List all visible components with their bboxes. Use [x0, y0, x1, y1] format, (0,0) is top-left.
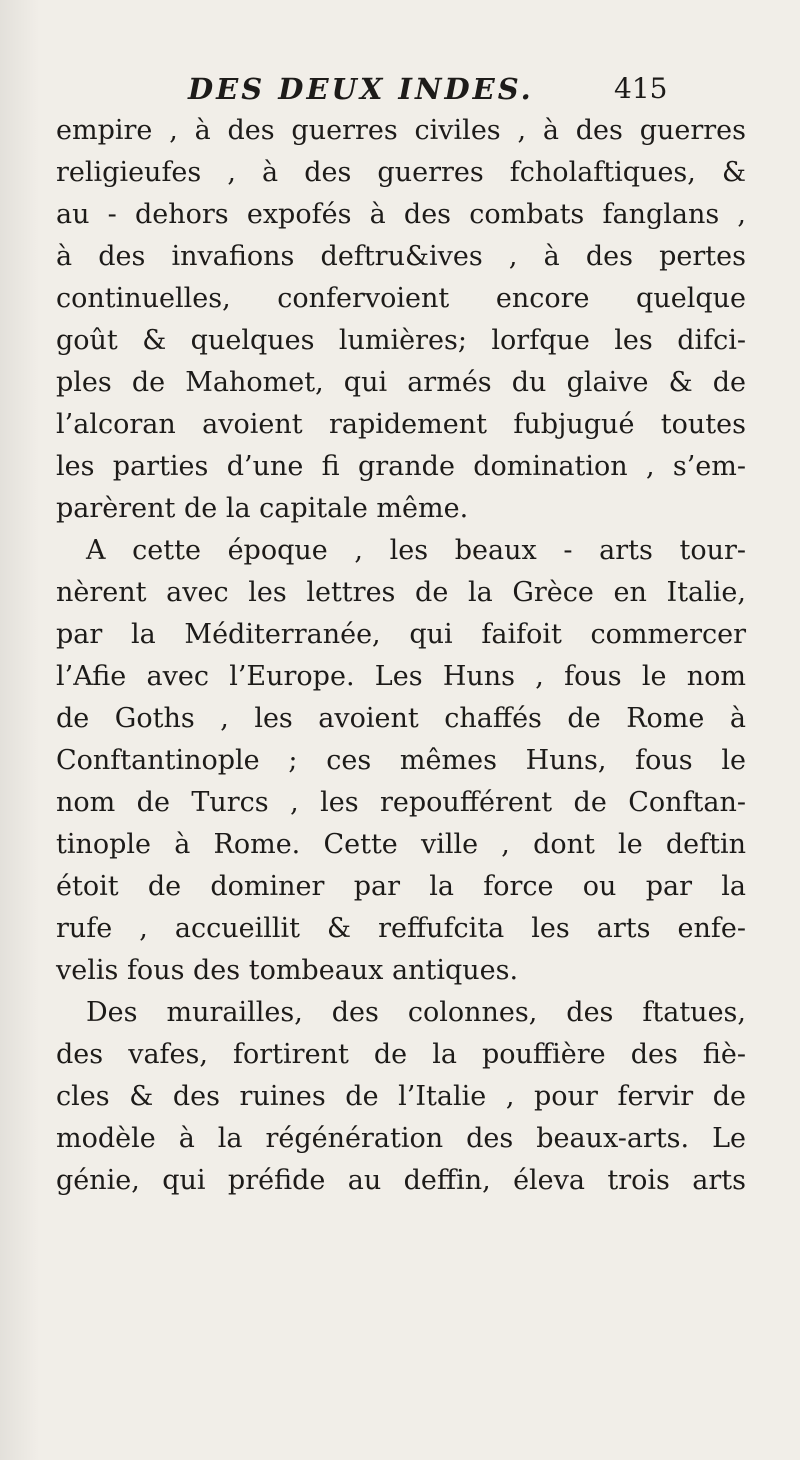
text-line: par la Méditerranée, qui faifoit commercer — [56, 619, 746, 650]
body-text — [56, 110, 746, 1202]
text-line: empire , à des guerres civiles , à des guerres — [56, 115, 746, 146]
text-line: A cette époque , les beaux - arts tour- — [86, 535, 746, 566]
text-line: les parties d’une fi grande domination , s’em- — [56, 451, 746, 482]
text-line: des vafes, fortirent de la pouffière des fiè- — [56, 1039, 746, 1070]
text-line: au - dehors expofés à des combats fanglans , — [56, 199, 746, 230]
text-line: nom de Turcs , les repoufférent de Conftan- — [56, 787, 746, 818]
text-line: étoit de dominer par la force ou par la — [56, 871, 746, 902]
text-line: Des murailles, des colonnes, des ftatues, — [86, 997, 746, 1028]
page-header — [170, 72, 690, 112]
text-line: cles & des ruines de l’Italie , pour fervir de — [56, 1081, 746, 1112]
text-line: nèrent avec les lettres de la Grèce en Italie, — [56, 577, 746, 608]
text-line: rufe , accueillit & reffufcita les arts enfe- — [56, 913, 746, 944]
text-line: velis fous des tombeaux antiques. — [56, 955, 519, 986]
text-line: l’alcoran avoient rapidement fubjugué toutes — [56, 409, 746, 440]
text-line: l’Afie avec l’Europe. Les Huns , fous le nom — [56, 661, 746, 692]
page-number: 415 — [614, 72, 668, 105]
text-line: à des invafions deftru&ives , à des pertes — [56, 241, 746, 272]
text-line: continuelles, confervoient encore quelque — [56, 283, 746, 314]
text-line: de Goths , les avoient chaffés de Rome à — [56, 703, 746, 734]
running-head: DES DEUX INDES. — [188, 72, 534, 106]
text-line: ples de Mahomet, qui armés du glaive & de — [56, 367, 746, 398]
text-line: goût & quelques lumières; lorfque les difci- — [56, 325, 746, 356]
text-line: génie, qui préfide au deffin, éleva trois arts — [56, 1165, 746, 1196]
text-line: modèle à la régénération des beaux-arts. Le — [56, 1123, 746, 1154]
text-line: tinople à Rome. Cette ville , dont le deftin — [56, 829, 746, 860]
text-line: parèrent de la capitale même. — [56, 493, 469, 524]
text-line: religieufes , à des guerres fcholaftiques, & — [56, 157, 746, 188]
text-line: Conftantinople ; ces mêmes Huns, fous le — [56, 745, 746, 776]
